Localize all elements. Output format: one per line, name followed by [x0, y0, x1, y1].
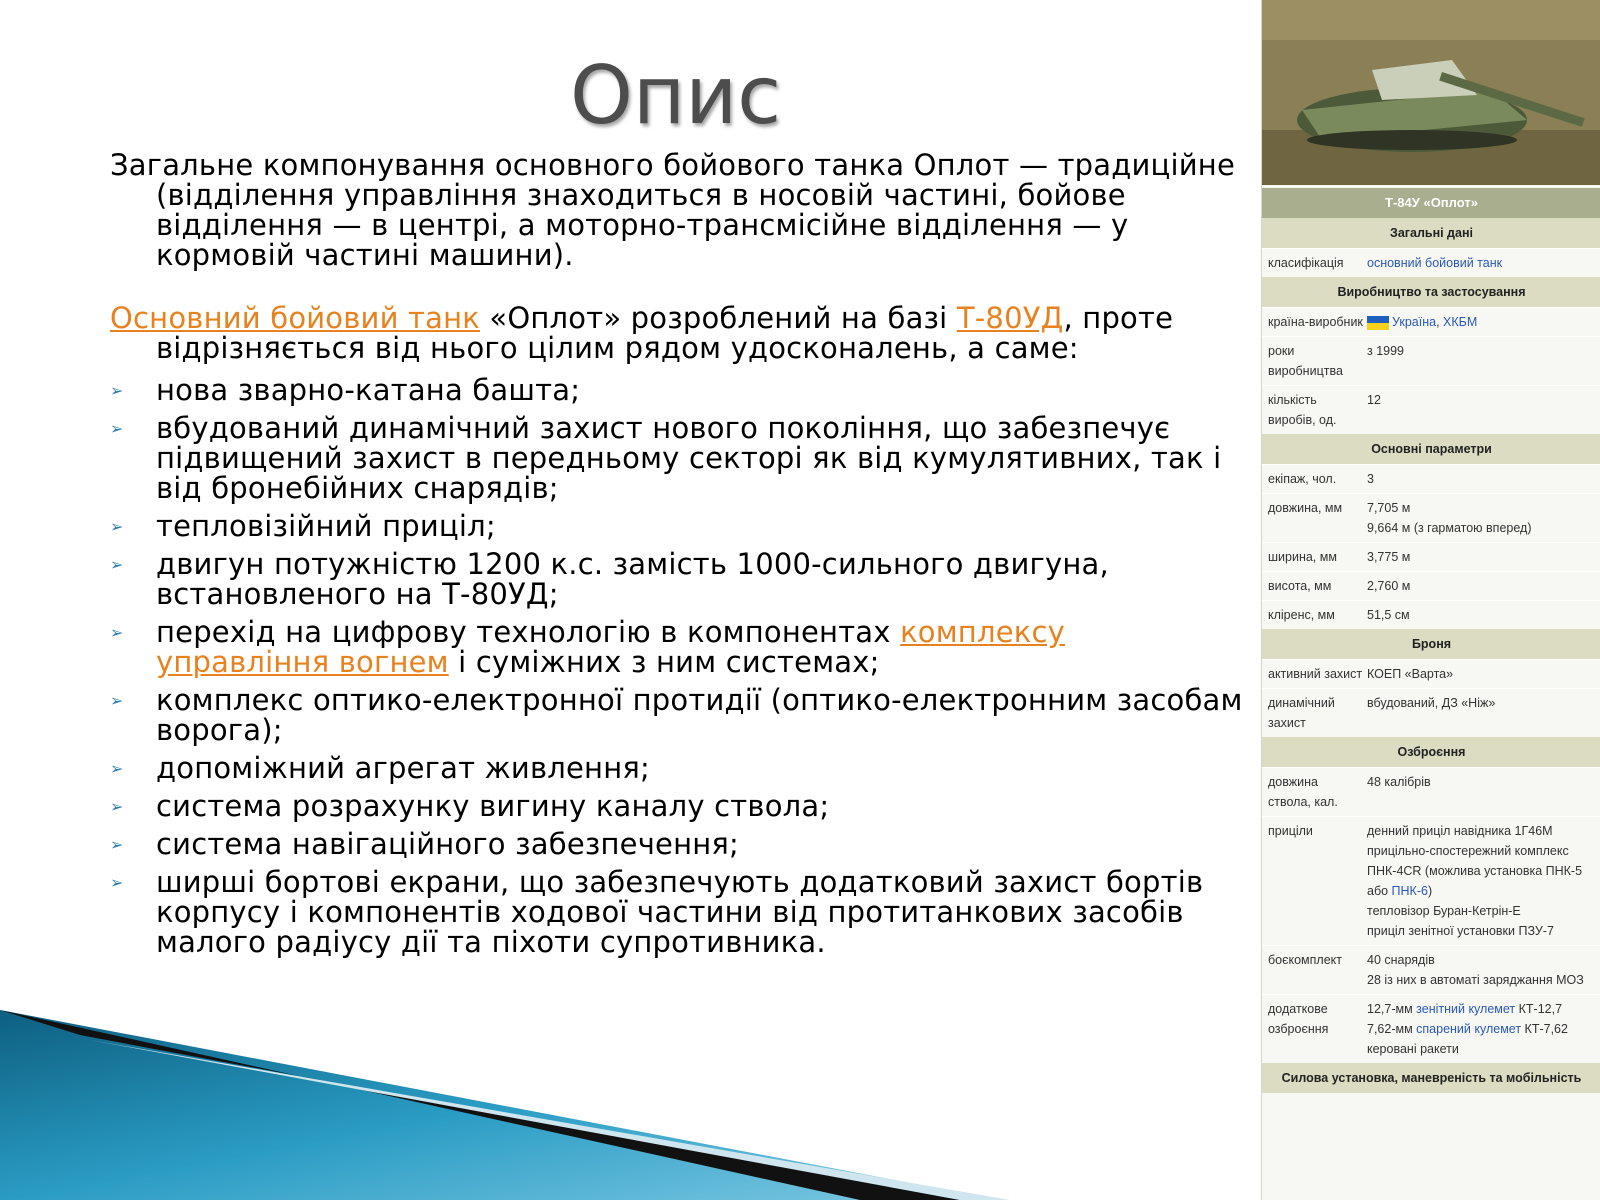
value-line [1367, 1019, 1597, 1039]
link-clearance[interactable]: кліренс, мм [1268, 608, 1335, 622]
value-line: керовані ракети [1367, 1042, 1459, 1056]
value-line: 40 снарядів [1367, 953, 1435, 967]
row-width [1262, 542, 1600, 571]
value-line: приціл зенітної установки ПЗУ-7 [1367, 924, 1554, 938]
link-coax-mg[interactable]: спарений кулемет [1416, 1022, 1522, 1036]
features-list [110, 375, 1245, 957]
para2-end: , проте відрізняється від нього цілим рядом удосконалень, а саме: [156, 301, 1174, 365]
row-height [1262, 571, 1600, 600]
value-line: 7,705 м [1367, 501, 1411, 515]
list-item-text: і суміжних з ним системах; [448, 645, 880, 679]
row-key: кількість виробів, од. [1268, 393, 1337, 427]
value-line: тепловізор Буран-Кетрін-Е [1367, 904, 1521, 918]
main-content [110, 150, 1245, 965]
separator: , [1436, 315, 1444, 329]
list-item-text: вбудований динамічний захист нового покоління, що забезпечує підвищений захист в передньому секторі як від кумулятивних, так і від бронебійних снарядів; [156, 411, 1222, 505]
row-years [1262, 336, 1600, 385]
para2-mid: «Оплот» розроблений на базі [480, 301, 957, 335]
row-classification [1262, 248, 1600, 277]
link-pnk6[interactable]: ПНК-6 [1391, 884, 1428, 898]
value-line: 9,664 м (з гарматою вперед) [1367, 521, 1532, 535]
row-key: країна-виробник [1268, 315, 1363, 329]
row-key: ширина, мм [1268, 550, 1337, 564]
row-key: довжина, мм [1268, 501, 1343, 515]
value-text: КТ-12,7 [1515, 1002, 1563, 1016]
infobox [1261, 0, 1600, 1200]
infobox-caption: Т-84У «Оплот» [1262, 188, 1600, 218]
paragraph-base [110, 303, 1245, 363]
value-text: 7,62-мм [1367, 1022, 1417, 1036]
row-barrel [1262, 767, 1600, 816]
section-power: Силова установка, маневреність та мобільність [1262, 1063, 1600, 1093]
row-value: 2,760 м [1367, 579, 1411, 593]
row-sights [1262, 816, 1600, 945]
list-item-text: система навігаційного забезпечення; [156, 827, 740, 861]
row-key: висота, мм [1268, 579, 1332, 593]
list-item [110, 413, 1245, 503]
value-line [1367, 841, 1597, 901]
tank-photo [1262, 0, 1600, 185]
section-general: Загальні дані [1262, 218, 1600, 248]
arrow-bullet-icon: ➢ [110, 517, 124, 536]
list-item [110, 685, 1245, 745]
row-key: динамічний захист [1268, 696, 1335, 730]
list-item [110, 829, 1245, 859]
list-item [110, 375, 1245, 405]
row-extra-armament [1262, 994, 1600, 1063]
link-fire-control[interactable]: комплексу управління вогнем [156, 615, 1065, 679]
value-line [1367, 999, 1597, 1019]
row-value: 12 [1367, 393, 1381, 407]
list-item-text: ширші бортові екрани, що забезпечують додатковий захист бортів корпусу і компонентів ходової частини від протитанкових засобів малого радіусу дії та піхоти супротивника. [156, 865, 1204, 959]
list-item-text: перехід на цифрову технологію в компонентах [156, 615, 901, 649]
link-classification[interactable]: основний бойовий танк [1367, 256, 1503, 270]
row-key: активний захист [1268, 667, 1363, 681]
value-text: КТ-7,62 [1521, 1022, 1568, 1036]
value-text: ) [1427, 884, 1433, 898]
link-crew[interactable]: екіпаж, чол. [1268, 472, 1337, 486]
section-armament: Озброєння [1262, 737, 1600, 767]
arrow-bullet-icon: ➢ [110, 381, 124, 400]
section-production: Виробництво та застосування [1262, 277, 1600, 307]
row-value [1363, 821, 1600, 941]
arrow-bullet-icon: ➢ [110, 555, 124, 574]
value-text: прицільно-спостережний комплекс ПНК-4СR (можлива установка ПНК-5 або [1367, 844, 1583, 898]
value-line: 28 із них в автоматі заряджання МОЗ [1367, 973, 1584, 987]
arrow-bullet-icon: ➢ [110, 691, 124, 710]
row-value: вбудований, ДЗ «Ніж» [1367, 696, 1496, 710]
link-aa-mg[interactable]: зенітний кулемет [1416, 1002, 1516, 1016]
list-item [110, 753, 1245, 783]
list-item-text: нова зварно-катана башта; [156, 373, 581, 407]
ukraine-flag-icon [1367, 316, 1389, 330]
row-value: 51,5 см [1367, 608, 1410, 622]
row-key: класифікація [1268, 256, 1344, 270]
arrow-bullet-icon: ➢ [110, 623, 124, 642]
row-value [1363, 999, 1600, 1059]
row-value: 3,775 м [1367, 550, 1411, 564]
list-item-text: допоміжний агрегат живлення; [156, 751, 650, 785]
arrow-bullet-icon: ➢ [110, 419, 124, 438]
row-crew [1262, 464, 1600, 493]
row-value: КОЕП «Варта» [1367, 667, 1454, 681]
row-active-protection [1262, 659, 1600, 688]
list-item-text: комплекс оптико-електронної протидії (оптико-електронним засобам ворога); [156, 683, 1243, 747]
arrow-bullet-icon: ➢ [110, 835, 124, 854]
link-ukraine[interactable]: Україна [1392, 315, 1437, 329]
row-dynamic-protection [1262, 688, 1600, 737]
value-line: денний приціл навідника 1Г46М [1367, 824, 1553, 838]
row-key: довжина ствола, кал. [1268, 775, 1338, 809]
section-params: Основні параметри [1262, 434, 1600, 464]
row-country [1262, 307, 1600, 336]
intro-paragraph: Загальне компонування основного бойового танка Оплот — традиційне (відділення управління знаходиться в носовій частині, бойове відділення — в центрі, а моторно-трансмісійне відділення — у кормовій частині машини). [110, 148, 1235, 272]
page-title: Опис [570, 49, 782, 142]
list-item [110, 511, 1245, 541]
arrow-bullet-icon: ➢ [110, 759, 124, 778]
link-main-battle-tank[interactable]: Основний бойовий танк [110, 301, 480, 335]
list-item-text: тепловізійний приціл; [156, 509, 496, 543]
row-count [1262, 385, 1600, 434]
list-item [110, 549, 1245, 609]
row-length [1262, 493, 1600, 542]
row-key: роки виробництва [1268, 344, 1343, 378]
list-item [110, 791, 1245, 821]
row-value [1363, 498, 1600, 538]
list-item [110, 617, 1245, 677]
value-text: 12,7-мм [1367, 1002, 1417, 1016]
list-item-text: система розрахунку вигину каналу ствола; [156, 789, 830, 823]
list-item-text: двигун потужністю 1200 к.с. замість 1000-сильного двигуна, встановленого на Т-80УД; [156, 547, 1109, 611]
section-armor: Броня [1262, 629, 1600, 659]
arrow-bullet-icon: ➢ [110, 873, 124, 892]
link-khkbm[interactable]: ХКБМ [1443, 315, 1478, 329]
row-value: 3 [1367, 472, 1374, 486]
row-ammo [1262, 945, 1600, 994]
row-value [1363, 950, 1600, 990]
row-value [1363, 312, 1600, 332]
list-item [110, 867, 1245, 957]
row-key: додаткове озброєння [1268, 1002, 1329, 1036]
row-key: приціли [1268, 824, 1313, 838]
row-value: з 1999 [1367, 344, 1405, 358]
arrow-bullet-icon: ➢ [110, 797, 124, 816]
row-key: боєкомплект [1268, 953, 1342, 967]
row-value: 48 калібрів [1367, 775, 1431, 789]
row-clearance [1262, 600, 1600, 629]
link-t80ud[interactable]: Т-80УД [956, 301, 1064, 335]
